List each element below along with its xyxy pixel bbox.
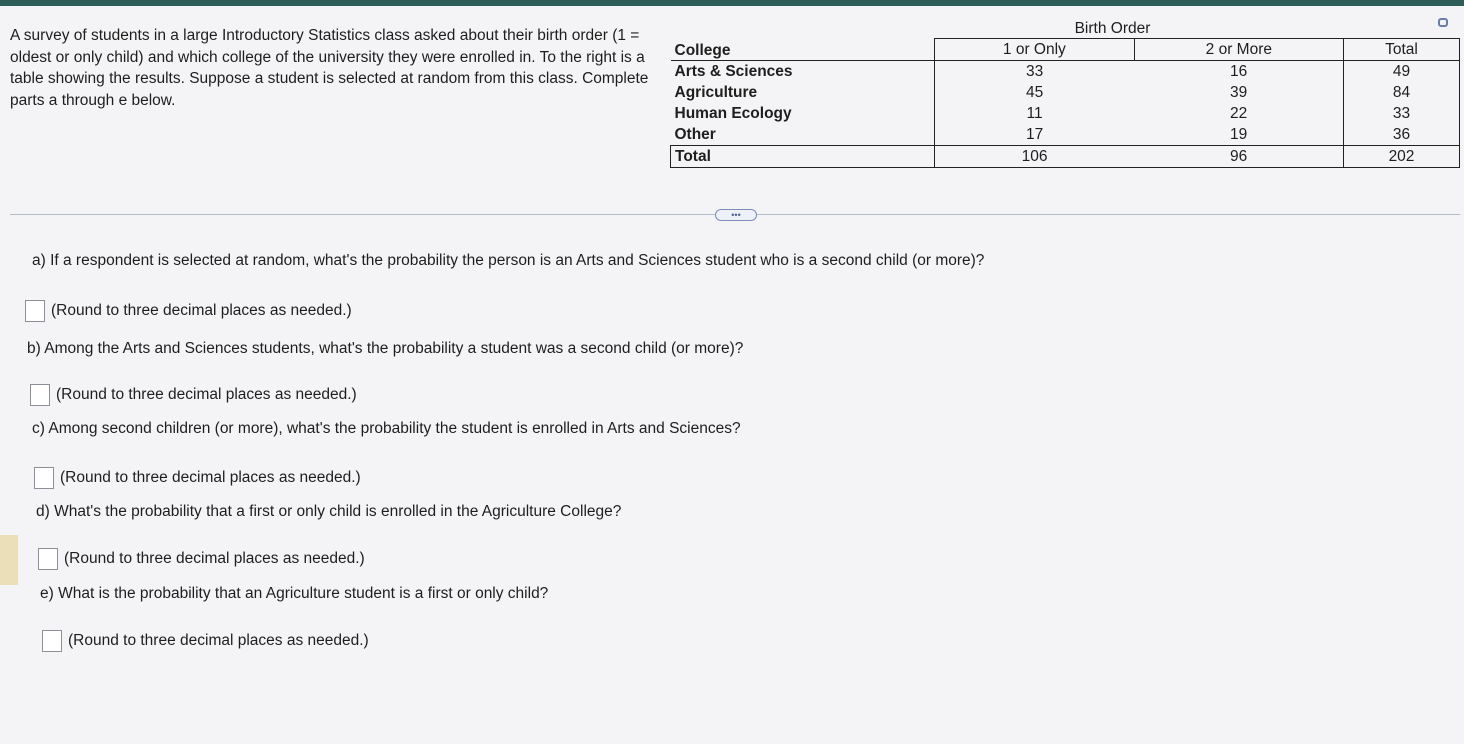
answer-input-d[interactable]	[38, 548, 58, 570]
table-cell: 96	[1134, 146, 1343, 168]
table-cell: 19	[1229, 125, 1248, 143]
table-cell: 39	[1229, 83, 1248, 101]
answer-row-a	[25, 300, 352, 322]
table-cell: 36	[1344, 124, 1460, 146]
print-icon[interactable]	[1438, 18, 1448, 27]
row-label: Arts & Sciences	[674, 62, 793, 80]
column-header-1-or-only: 1 or Only	[935, 39, 1135, 61]
rounding-hint: (Round to three decimal places as needed.)	[64, 550, 365, 567]
side-edge-tab	[0, 535, 18, 585]
college-column-header: College	[671, 39, 935, 61]
table-cell: 33	[1344, 103, 1460, 124]
answer-input-e[interactable]	[42, 630, 62, 652]
table-cell: 16	[1229, 62, 1248, 80]
birth-order-header: Birth Order	[1074, 20, 1151, 37]
answer-input-a[interactable]	[25, 300, 45, 322]
table-cell: 84	[1344, 82, 1460, 103]
table-cell: 45	[935, 82, 1135, 103]
problem-statement: A survey of students in a large Introductory Statistics class asked about their birth order (1 = oldest or only child) and which college of the university they were enrolled in. To the right is a table showing the results. Suppose a student is selected at random from this class. Complete parts a through e below.	[10, 27, 649, 109]
rounding-hint: (Round to three decimal places as needed.)	[60, 469, 361, 486]
question-c: c) Among second children (or more), what's the probability the student is enrolled in Arts and Sciences?	[32, 420, 741, 437]
question-b: b) Among the Arts and Sciences students, what's the probability a student was a second child (or more)?	[27, 340, 744, 357]
question-e: e) What is the probability that an Agriculture student is a first or only child?	[40, 585, 549, 602]
expand-more-button[interactable]: •••	[715, 209, 757, 221]
rounding-hint: (Round to three decimal places as needed.)	[56, 386, 357, 403]
table-cell: 22	[1229, 104, 1248, 122]
question-a: a) If a respondent is selected at random, what's the probability the person is an Arts and Sciences student who is a second child (or more)?	[32, 252, 985, 269]
rounding-hint: (Round to three decimal places as needed.)	[68, 632, 369, 649]
table-cell: 49	[1344, 61, 1460, 83]
table-row	[671, 124, 1460, 146]
table-total-row	[671, 146, 1460, 168]
table-row	[671, 82, 1460, 103]
table-cell: 11	[935, 103, 1135, 124]
column-header-2-or-more: 2 or More	[1134, 39, 1343, 61]
row-label: Total	[671, 146, 935, 168]
survey-table-container	[670, 38, 1460, 178]
table-cell: 17	[935, 124, 1135, 146]
answer-input-b[interactable]	[30, 384, 50, 406]
table-cell: 33	[935, 61, 1135, 83]
answer-row-c	[34, 467, 361, 489]
row-label: Other	[674, 125, 716, 143]
survey-table	[670, 38, 1460, 168]
table-cell: 106	[935, 146, 1135, 168]
top-accent-bar	[0, 0, 1464, 6]
table-row	[671, 61, 1460, 83]
row-label: Human Ecology	[674, 104, 792, 122]
column-header-total: Total	[1344, 39, 1460, 61]
answer-row-e	[42, 630, 369, 652]
answer-row-b	[30, 384, 357, 406]
rounding-hint: (Round to three decimal places as needed.)	[51, 302, 352, 319]
answer-input-c[interactable]	[34, 467, 54, 489]
table-row	[671, 103, 1460, 124]
table-cell: 202	[1344, 146, 1460, 168]
row-label: Agriculture	[674, 83, 758, 101]
answer-row-d	[38, 548, 365, 570]
question-d: d) What's the probability that a first or only child is enrolled in the Agriculture College?	[36, 503, 622, 520]
